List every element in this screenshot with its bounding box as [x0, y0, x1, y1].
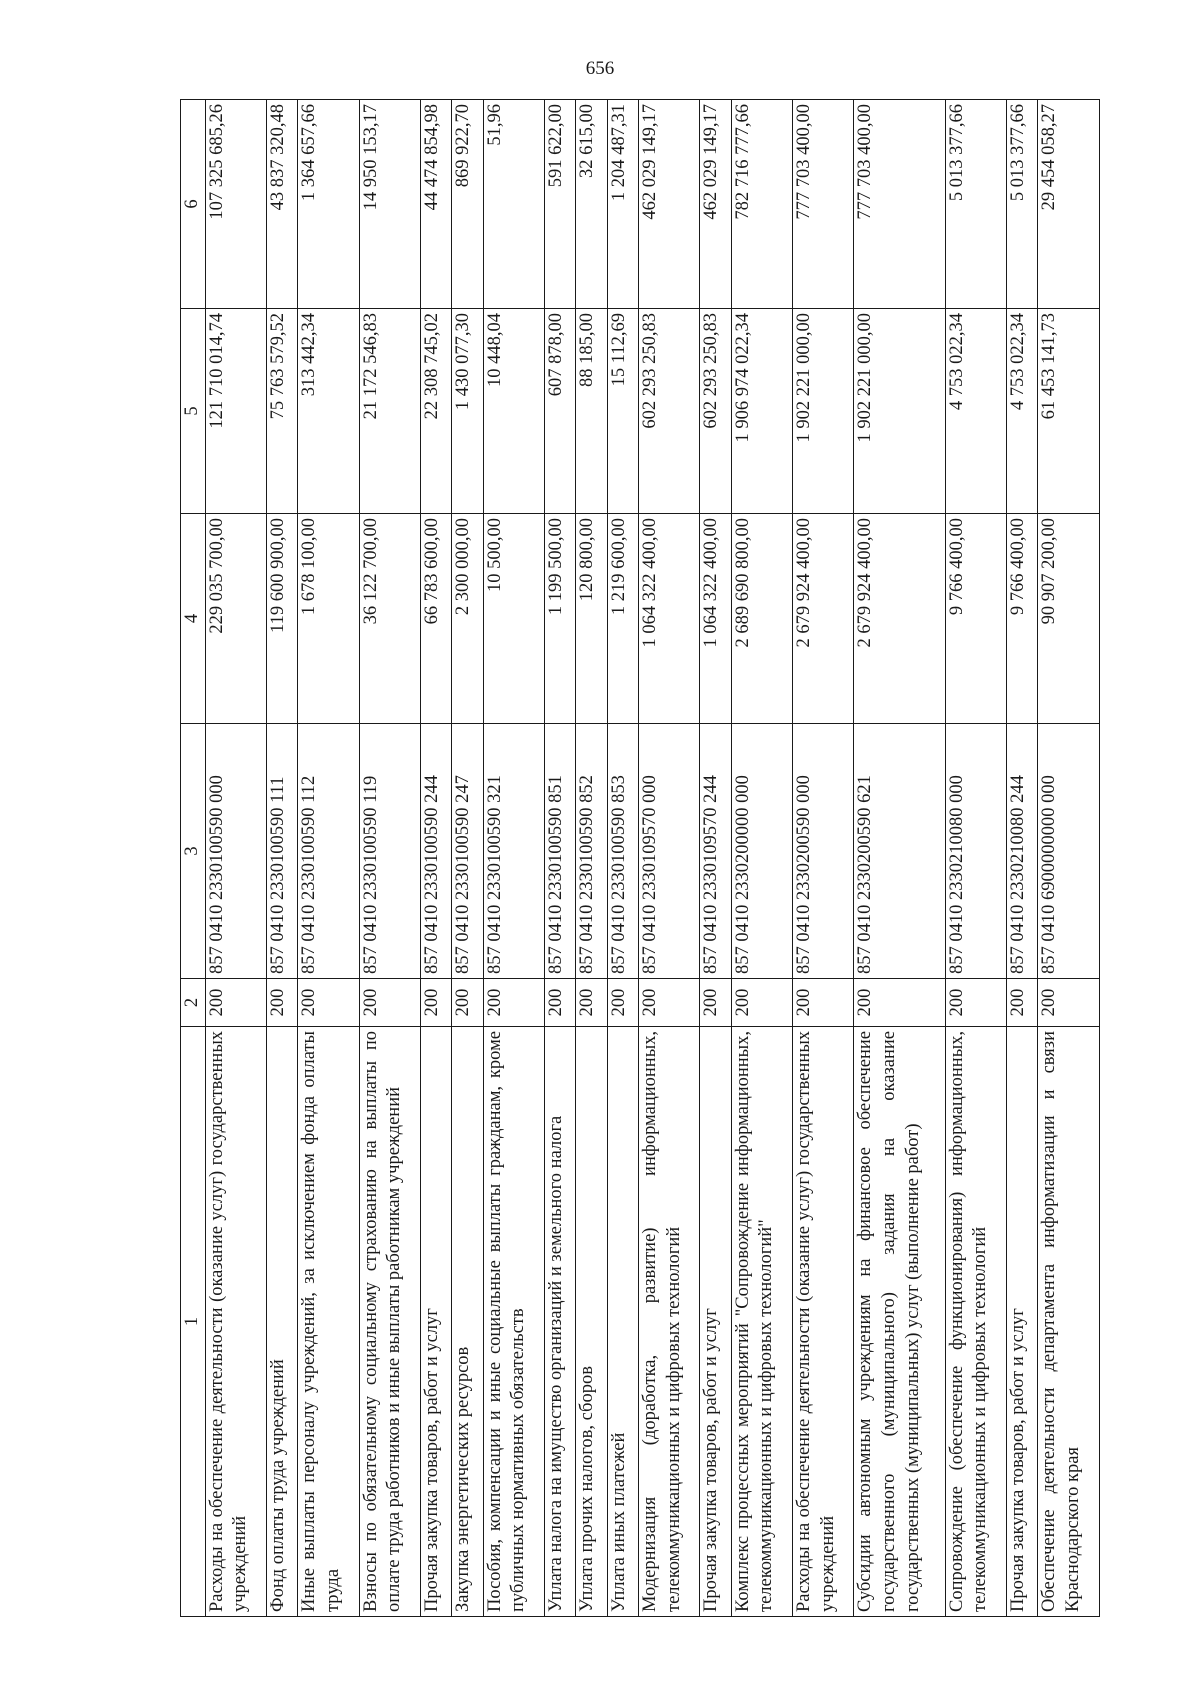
- row-col6-cell: 44 474 854,98: [421, 100, 452, 309]
- row-kind-cell: 200: [483, 979, 544, 1027]
- table-row: [607, 100, 638, 1617]
- row-kind-cell: 200: [421, 979, 452, 1027]
- row-col6-cell: 32 615,00: [576, 100, 607, 309]
- row-name-cell: Пособия, компенсации и иные социальные выплаты гражданам, кроме публичных нормативных обязательств: [483, 1027, 544, 1617]
- row-code-cell: 857 0410 2330100590 852: [576, 724, 607, 979]
- row-kind-cell: 200: [1038, 979, 1100, 1027]
- row-col5-cell: 602 293 250,83: [700, 309, 731, 514]
- row-col4-cell: 1 678 100,00: [298, 514, 359, 724]
- row-col6-cell: 462 029 149,17: [700, 100, 731, 309]
- row-code-cell: 857 0410 2330210080 000: [945, 724, 1006, 979]
- table-row: [793, 100, 854, 1617]
- row-col6-cell: 1 364 657,66: [298, 100, 359, 309]
- row-name-cell: Обеспечение деятельности департамента информатизации и связи Краснодарского края: [1038, 1027, 1100, 1617]
- row-code-cell: 857 0410 2330100590 112: [298, 724, 359, 979]
- row-name-cell: Прочая закупка товаров, работ и услуг: [1007, 1027, 1038, 1617]
- row-name-cell: Расходы на обеспечение деятельности (оказание услуг) государственных учреждений: [205, 1027, 266, 1617]
- table-row: [545, 100, 576, 1617]
- table-row: [1007, 100, 1038, 1617]
- table-row: [267, 100, 298, 1617]
- row-kind-cell: 200: [607, 979, 638, 1027]
- row-col5-cell: 121 710 014,74: [205, 309, 266, 514]
- column-header: 3: [181, 724, 206, 979]
- table-row: [700, 100, 731, 1617]
- row-col4-cell: 229 035 700,00: [205, 514, 266, 724]
- row-col6-cell: 782 716 777,66: [731, 100, 792, 309]
- row-col5-cell: 607 878,00: [545, 309, 576, 514]
- row-kind-cell: 200: [205, 979, 266, 1027]
- table-row: [421, 100, 452, 1617]
- row-code-cell: 857 0410 2330100590 853: [607, 724, 638, 979]
- row-kind-cell: 200: [854, 979, 945, 1027]
- table-row: [298, 100, 359, 1617]
- row-kind-cell: 200: [452, 979, 483, 1027]
- page-number: 656: [585, 58, 615, 79]
- row-code-cell: 857 0410 2330200590 621: [854, 724, 945, 979]
- row-code-cell: 857 0410 2330100590 247: [452, 724, 483, 979]
- row-col4-cell: 66 783 600,00: [421, 514, 452, 724]
- row-kind-cell: 200: [731, 979, 792, 1027]
- row-name-cell: Взносы по обязательному социальному страхованию на выплаты по оплате труда работников и иные выплаты работникам учреждений: [359, 1027, 420, 1617]
- row-name-cell: Прочая закупка товаров, работ и услуг: [700, 1027, 731, 1617]
- row-name-cell: Сопровождение (обеспечение функционирования) информационных, телекоммуникационных и цифровых технологий: [945, 1027, 1006, 1617]
- row-col4-cell: 10 500,00: [483, 514, 544, 724]
- row-kind-cell: 200: [267, 979, 298, 1027]
- row-col5-cell: 21 172 546,83: [359, 309, 420, 514]
- budget-execution-table: [180, 99, 1100, 1617]
- table-row: [359, 100, 420, 1617]
- row-col6-cell: 51,96: [483, 100, 544, 309]
- row-code-cell: 857 0410 2330109570 244: [700, 724, 731, 979]
- row-code-cell: 857 0410 2330100590 119: [359, 724, 420, 979]
- row-code-cell: 857 0410 2330200590 000: [793, 724, 854, 979]
- table-row: [638, 100, 699, 1617]
- table-row: [731, 100, 792, 1617]
- row-col6-cell: 107 325 685,26: [205, 100, 266, 309]
- row-col5-cell: 1 902 221 000,00: [793, 309, 854, 514]
- row-col5-cell: 1 902 221 000,00: [854, 309, 945, 514]
- row-name-cell: Уплата прочих налогов, сборов: [576, 1027, 607, 1617]
- row-col5-cell: 313 442,34: [298, 309, 359, 514]
- table-header-row: [181, 100, 206, 1617]
- row-name-cell: Субсидии автономным учреждениям на финансовое обеспечение государственного (муниципального) задания на оказание государственных (муниципальных) услуг (выполнение работ): [854, 1027, 945, 1617]
- row-col4-cell: 120 800,00: [576, 514, 607, 724]
- row-kind-cell: 200: [359, 979, 420, 1027]
- column-header: 2: [181, 979, 206, 1027]
- row-col5-cell: 88 185,00: [576, 309, 607, 514]
- row-col6-cell: 29 454 058,27: [1038, 100, 1100, 309]
- row-code-cell: 857 0410 2330100590 851: [545, 724, 576, 979]
- row-code-cell: 857 0410 6900000000 000: [1038, 724, 1100, 979]
- row-name-cell: Прочая закупка товаров, работ и услуг: [421, 1027, 452, 1617]
- row-col6-cell: 14 950 153,17: [359, 100, 420, 309]
- row-col5-cell: 1 906 974 022,34: [731, 309, 792, 514]
- row-col6-cell: 5 013 377,66: [945, 100, 1006, 309]
- table-body: [205, 100, 1099, 1617]
- row-col5-cell: 4 753 022,34: [945, 309, 1006, 514]
- table-row: [1038, 100, 1100, 1617]
- row-col6-cell: 869 922,70: [452, 100, 483, 309]
- column-header: 1: [181, 1027, 206, 1617]
- row-kind-cell: 200: [298, 979, 359, 1027]
- row-name-cell: Уплата иных платежей: [607, 1027, 638, 1617]
- row-name-cell: Иные выплаты персоналу учреждений, за исключением фонда оплаты труда: [298, 1027, 359, 1617]
- column-header: 5: [181, 309, 206, 514]
- row-kind-cell: 200: [545, 979, 576, 1027]
- row-code-cell: 857 0410 2330100590 000: [205, 724, 266, 979]
- row-col4-cell: 1 064 322 400,00: [700, 514, 731, 724]
- row-col6-cell: 591 622,00: [545, 100, 576, 309]
- row-code-cell: 857 0410 2330100590 111: [267, 724, 298, 979]
- row-code-cell: 857 0410 2330100590 321: [483, 724, 544, 979]
- row-col4-cell: 2 679 924 400,00: [854, 514, 945, 724]
- rotated-table-wrapper: [180, 100, 1100, 1617]
- row-code-cell: 857 0410 2330200000 000: [731, 724, 792, 979]
- row-name-cell: Комплекс процессных мероприятий "Сопровождение информационных, телекоммуникационных и цифровых технологий": [731, 1027, 792, 1617]
- row-col4-cell: 2 679 924 400,00: [793, 514, 854, 724]
- row-col5-cell: 1 430 077,30: [452, 309, 483, 514]
- row-col4-cell: 1 199 500,00: [545, 514, 576, 724]
- table-row: [945, 100, 1006, 1617]
- row-code-cell: 857 0410 2330210080 244: [1007, 724, 1038, 979]
- row-col4-cell: 1 219 600,00: [607, 514, 638, 724]
- row-col4-cell: 2 300 000,00: [452, 514, 483, 724]
- row-col5-cell: 4 753 022,34: [1007, 309, 1038, 514]
- table-row: [854, 100, 945, 1617]
- row-col4-cell: 119 600 900,00: [267, 514, 298, 724]
- row-col4-cell: 36 122 700,00: [359, 514, 420, 724]
- row-code-cell: 857 0410 2330100590 244: [421, 724, 452, 979]
- row-col5-cell: 10 448,04: [483, 309, 544, 514]
- row-col4-cell: 2 689 690 800,00: [731, 514, 792, 724]
- row-col5-cell: 602 293 250,83: [638, 309, 699, 514]
- table-row: [483, 100, 544, 1617]
- row-name-cell: Фонд оплаты труда учреждений: [267, 1027, 298, 1617]
- row-name-cell: Расходы на обеспечение деятельности (оказание услуг) государственных учреждений: [793, 1027, 854, 1617]
- row-col5-cell: 15 112,69: [607, 309, 638, 514]
- column-header: 6: [181, 100, 206, 309]
- row-col6-cell: 777 703 400,00: [854, 100, 945, 309]
- row-kind-cell: 200: [700, 979, 731, 1027]
- row-name-cell: Закупка энергетических ресурсов: [452, 1027, 483, 1617]
- table-row: [452, 100, 483, 1617]
- row-col5-cell: 61 453 141,73: [1038, 309, 1100, 514]
- row-col4-cell: 9 766 400,00: [945, 514, 1006, 724]
- row-col6-cell: 43 837 320,48: [267, 100, 298, 309]
- row-code-cell: 857 0410 2330109570 000: [638, 724, 699, 979]
- row-col6-cell: 1 204 487,31: [607, 100, 638, 309]
- row-col6-cell: 777 703 400,00: [793, 100, 854, 309]
- row-kind-cell: 200: [793, 979, 854, 1027]
- row-kind-cell: 200: [576, 979, 607, 1027]
- row-col4-cell: 1 064 322 400,00: [638, 514, 699, 724]
- table-row: [576, 100, 607, 1617]
- row-kind-cell: 200: [1007, 979, 1038, 1027]
- row-name-cell: Модернизация (доработка, развитие) информационных, телекоммуникационных и цифровых технологий: [638, 1027, 699, 1617]
- row-col6-cell: 5 013 377,66: [1007, 100, 1038, 309]
- row-kind-cell: 200: [638, 979, 699, 1027]
- row-col6-cell: 462 029 149,17: [638, 100, 699, 309]
- table-row: [205, 100, 266, 1617]
- row-col4-cell: 90 907 200,00: [1038, 514, 1100, 724]
- row-col4-cell: 9 766 400,00: [1007, 514, 1038, 724]
- row-name-cell: Уплата налога на имущество организаций и земельного налога: [545, 1027, 576, 1617]
- row-col5-cell: 75 763 579,52: [267, 309, 298, 514]
- row-kind-cell: 200: [945, 979, 1006, 1027]
- row-col5-cell: 22 308 745,02: [421, 309, 452, 514]
- column-header: 4: [181, 514, 206, 724]
